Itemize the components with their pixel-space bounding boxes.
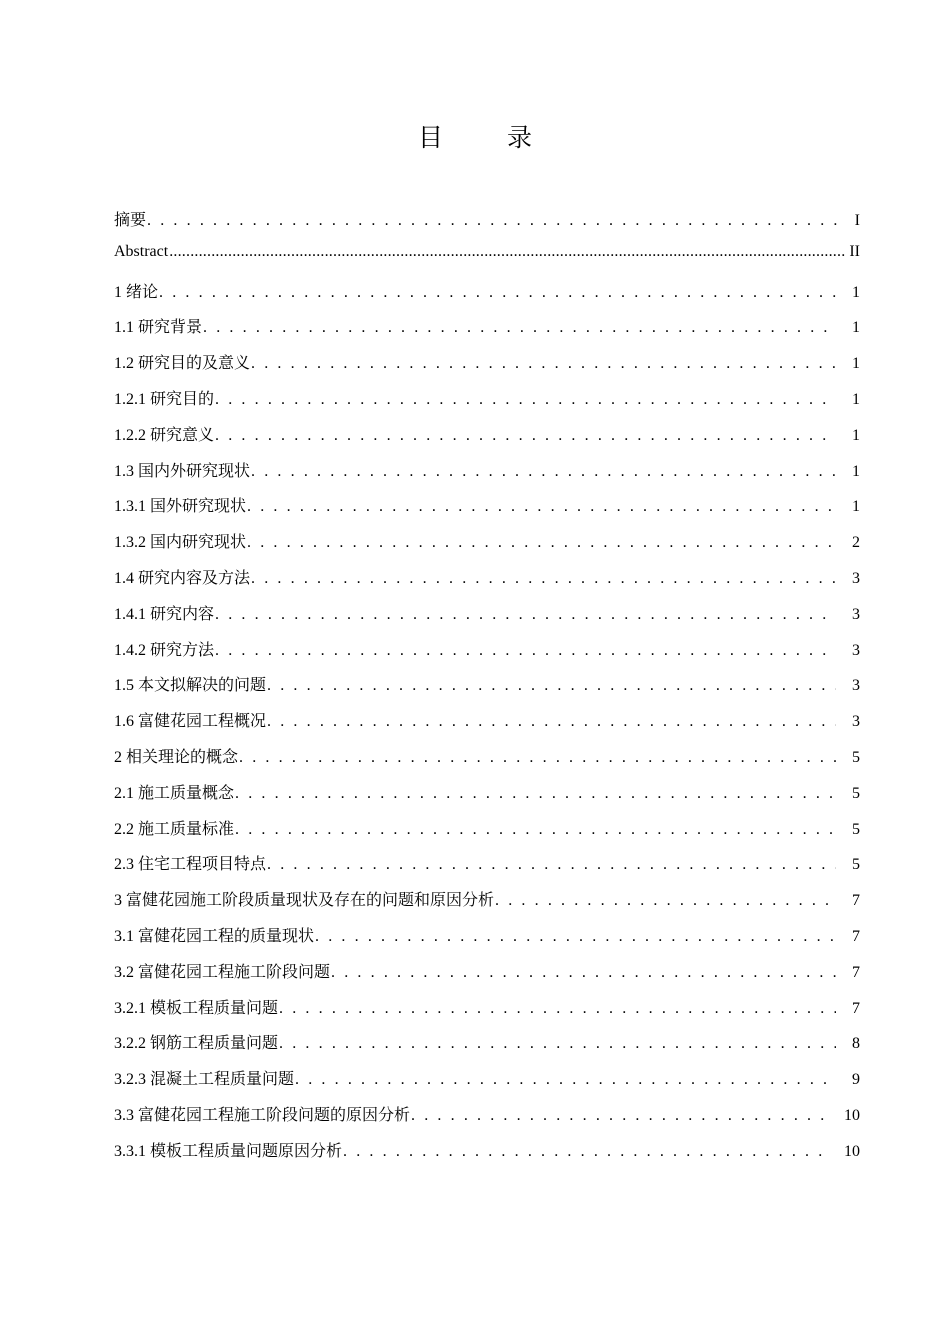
toc-entry-page: 5 [852, 784, 860, 802]
toc-entry-page: 7 [852, 963, 860, 981]
toc-entry-label: 2.2 施工质量标准 [114, 820, 235, 838]
toc-entry-label: 3.2 富健花园工程施工阶段问题 [114, 963, 331, 981]
toc-entry[interactable] [114, 887, 860, 923]
toc-entry-label: 1.3.1 国外研究现状 [114, 498, 247, 516]
toc-entry-label: 1.3.2 国内研究现状 [114, 534, 247, 552]
toc-entry-page: 3 [852, 713, 860, 731]
toc-entry[interactable] [114, 851, 860, 887]
toc-entry-label: 3.1 富健花园工程的质量现状 [114, 927, 315, 945]
toc-entry-page: 1 [852, 426, 860, 444]
dot-leader [215, 642, 836, 660]
toc-entry-page: 1 [852, 319, 860, 337]
toc-entry-page: 7 [852, 892, 860, 910]
toc-entry[interactable] [114, 601, 860, 637]
toc-entry-label: 3.2.2 钢筋工程质量问题 [114, 1035, 279, 1053]
dot-leader [295, 1071, 836, 1089]
toc-entry[interactable] [114, 708, 860, 744]
dot-leader [203, 319, 836, 337]
toc-entry[interactable] [114, 744, 860, 780]
toc-entry[interactable] [114, 1030, 860, 1066]
dot-leader [247, 534, 836, 552]
toc-entry[interactable] [114, 816, 860, 852]
dot-leader [215, 606, 836, 624]
toc-entry-label: 3.2.1 模板工程质量问题 [114, 999, 279, 1017]
dot-leader [279, 1035, 836, 1053]
dot-leader [147, 212, 846, 230]
dot-leader [279, 1000, 836, 1018]
toc-entry-label: 2.3 住宅工程项目特点 [114, 856, 267, 874]
toc-entry-label: 1.2 研究目的及意义 [114, 355, 251, 373]
toc-entry[interactable] [114, 780, 860, 816]
toc-entry-label: 3.3 富健花园工程施工阶段问题的原因分析 [114, 1106, 411, 1124]
toc-entry[interactable] [114, 493, 860, 529]
toc-entry[interactable] [114, 386, 860, 422]
toc-entry-label: 1.2.1 研究目的 [114, 390, 215, 408]
toc-entry[interactable] [114, 350, 860, 386]
toc-entry-label: 1.4.1 研究内容 [114, 605, 215, 623]
toc-entry-page: 3 [852, 641, 860, 659]
toc-entry[interactable] [114, 995, 860, 1031]
toc-entry-page: 1 [852, 498, 860, 516]
toc-list [114, 207, 860, 1174]
toc-entry[interactable] [114, 458, 860, 494]
toc-entry[interactable] [114, 1066, 860, 1102]
toc-entry-label: 3.2.3 混凝土工程质量问题 [114, 1071, 295, 1089]
toc-entry[interactable] [114, 565, 860, 601]
toc-entry-label: 1.1 研究背景 [114, 319, 203, 337]
dot-leader [235, 785, 836, 803]
toc-entry-page: II [849, 242, 860, 260]
toc-entry-page: 5 [852, 856, 860, 874]
toc-entry-page: 7 [852, 927, 860, 945]
toc-entry-label: 1.4 研究内容及方法 [114, 569, 251, 587]
dot-leader [215, 391, 836, 409]
dot-leader [215, 427, 836, 445]
toc-entry-label: 1.6 富健花园工程概况 [114, 713, 267, 731]
toc-entry[interactable] [114, 422, 860, 458]
toc-title: 目 录 [418, 123, 560, 152]
toc-entry-page: 5 [852, 748, 860, 766]
toc-entry[interactable] [114, 207, 860, 243]
dot-leader [251, 570, 836, 588]
dot-leader [251, 355, 836, 373]
dot-leader [169, 243, 846, 261]
toc-entry-page: 2 [852, 534, 860, 552]
dot-leader [411, 1107, 832, 1125]
toc-entry-label: 1 绪论 [114, 283, 159, 301]
toc-entry-page: I [854, 212, 860, 229]
dot-leader [267, 856, 836, 874]
toc-entry-page: 1 [852, 355, 860, 373]
dot-leader [267, 713, 836, 731]
dot-leader [315, 928, 836, 946]
toc-entry-page: 10 [844, 1106, 860, 1124]
toc-entry-page: 3 [852, 605, 860, 623]
dot-leader [343, 1143, 832, 1161]
toc-entry-page: 8 [852, 1035, 860, 1053]
toc-entry-label: 2.1 施工质量概念 [114, 784, 235, 802]
dot-leader [159, 284, 836, 302]
toc-entry-page: 3 [852, 569, 860, 587]
toc-entry-label: 2 相关理论的概念 [114, 748, 239, 766]
toc-entry-label: 3 富健花园施工阶段质量现状及存在的问题和原因分析 [114, 892, 495, 910]
dot-leader [235, 821, 836, 839]
toc-entry-page: 1 [852, 283, 860, 301]
toc-entry-page: 5 [852, 820, 860, 838]
toc-entry-page: 1 [852, 462, 860, 480]
toc-entry[interactable] [114, 279, 860, 315]
dot-leader [331, 964, 836, 982]
toc-entry[interactable] [114, 637, 860, 673]
toc-entry[interactable] [114, 923, 860, 959]
toc-entry-label: 1.5 本文拟解决的问题 [114, 677, 267, 695]
dot-leader [247, 498, 836, 516]
dot-leader [251, 463, 836, 481]
toc-entry-page: 1 [852, 390, 860, 408]
toc-entry-label: Abstract [114, 242, 169, 260]
toc-entry-label: 1.4.2 研究方法 [114, 641, 215, 659]
toc-entry-page: 9 [852, 1071, 860, 1089]
toc-entry-page: 3 [852, 677, 860, 695]
toc-entry-label: 1.3 国内外研究现状 [114, 462, 251, 480]
dot-leader [239, 749, 836, 767]
toc-entry[interactable] [114, 314, 860, 350]
dot-leader [495, 892, 836, 910]
toc-entry-page: 7 [852, 999, 860, 1017]
toc-entry-page: 10 [844, 1142, 860, 1160]
toc-entry[interactable] [114, 1138, 860, 1174]
toc-entry[interactable] [114, 959, 860, 995]
toc-entry[interactable] [114, 529, 860, 565]
toc-entry[interactable] [114, 672, 860, 708]
toc-entry-label: 1.2.2 研究意义 [114, 426, 215, 444]
dot-leader [267, 677, 836, 695]
toc-entry[interactable] [114, 1102, 860, 1138]
toc-entry-label: 3.3.1 模板工程质量问题原因分析 [114, 1142, 343, 1160]
toc-entry-label: 摘要 [114, 212, 147, 229]
toc-entry[interactable] [114, 243, 860, 279]
